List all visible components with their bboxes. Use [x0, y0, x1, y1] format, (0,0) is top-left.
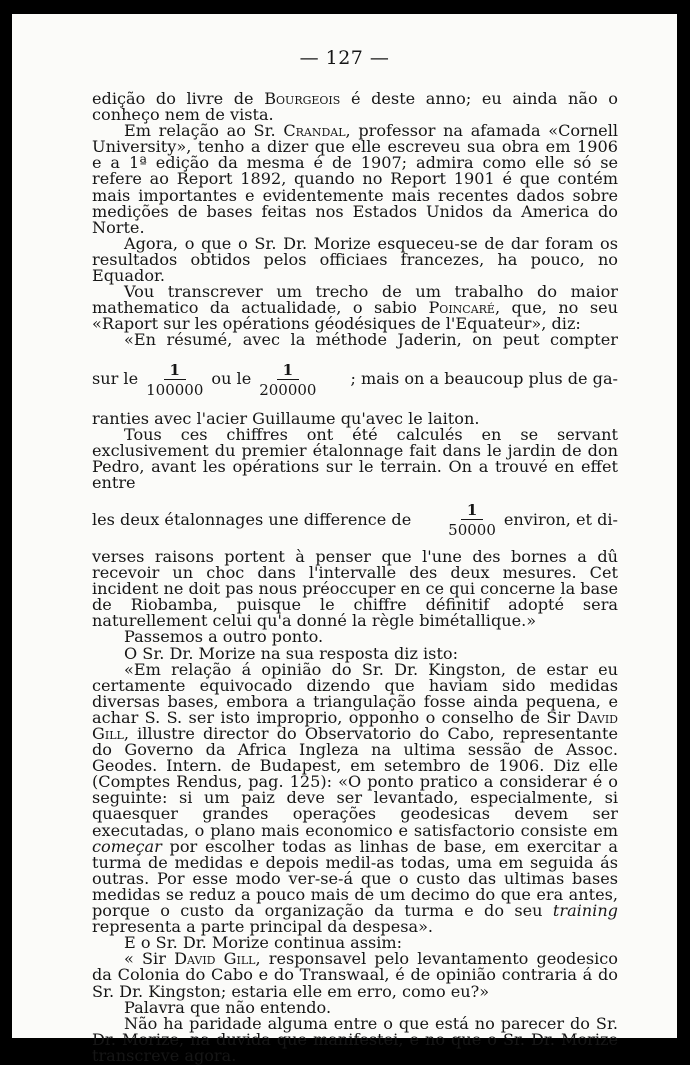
paragraph-continued-end: conheço nem de vista.: [92, 105, 274, 125]
paragraph-continued: edição do livre de Bourgeois é deste anno; eu ainda não o: [92, 89, 618, 108]
fraction-1-100000: $\frac{1}{100000}$: [146, 360, 204, 399]
quote-paragraph: verses raisons portent à penser que l'une des bornes a dû recevoir un choc dans l'intervalle des deux mesures. Cet incident ne doit pas nous préoccuper en ce qui concerne la base de Riobamba, puisque le chiffre définitif adopté sera naturellement celui qu'a donné la règle bimétallique.»: [92, 546, 618, 631]
fraction-1-200000: $\frac{1}{200000}$: [259, 360, 317, 399]
author-name: Poincaré: [428, 298, 495, 318]
page-number: — 127 —: [299, 47, 390, 69]
italic-word: training: [552, 901, 618, 921]
author-name: Bourgeois: [264, 89, 341, 108]
book-page: [12, 14, 677, 1065]
quote-line: ranties avec l'acier Guillaume qu'avec le laiton.: [92, 408, 480, 428]
fraction-line: sur le $\frac{1}{100000}$ ou le $\frac{1}{200000}$ ; mais on a beaucoup plus de ga-: [92, 360, 618, 399]
paragraph-quote-gill: « Sir David Gill, responsavel pelo levantamento geodesico da Colonia do Cabo e do Transwaal, é de opinião contraria á do Sr. Dr. Kingston; estaria elle em erro, como eu?»: [92, 949, 618, 1001]
author-name: David Gill: [92, 707, 618, 743]
paragraph: Passemos a outro ponto.: [124, 627, 324, 647]
paragraph: O Sr. Dr. Morize na sua resposta diz isto:: [124, 643, 459, 663]
author-name: David Gill: [174, 949, 256, 969]
fraction-line: les deux étalonnages une difference de $\frac{1}{50000}$ environ, et di-: [92, 500, 618, 539]
paragraph-crandal: Em relação ao Sr. Crandal, professor na afamada «Cornell University», tenho a dizer que elle escreveu sua obra em 1906 e a 1ª edição da mesma é de 1907; admira como elle só se refere ao Report 1892, quando no Report 1901 é que contém mais importantes e evidentemente mais recentes dados sobre medições de bases feitas nos Estados Unidos da America do Norte.: [92, 121, 618, 237]
paragraph: Palavra que não entendo.: [124, 997, 332, 1017]
author-name: Crandal: [283, 121, 346, 141]
fraction-1-50000: $\frac{1}{50000}$: [448, 500, 496, 539]
page-body: [92, 91, 618, 1064]
italic-word: começar: [92, 836, 162, 856]
paragraph-david-gill: «Em relação á opinião do Sr. Dr. Kingston, de estar eu certamente equivocado dizendo que haviam sido medidas diversas bases, embora a triangulação fosse ainda pequena, e achar S. S. ser isto improprio, opponho o conselho de Sir David Gill, illustre director do Observatorio do Cabo, representante do Governo da Africa Ingleza na ultima sessão de Assoc. Geodes. Intern. de Budapest, em setembro de 1906. Diz elle (Comptes Rendus, pag. 125): «O ponto pratico a considerar é o seguinte: si um paiz deve ser levantado, especialmente, si quaesquer grandes operações geodesicas devem ser executadas, o plano mais economico e satisfactorio consiste em começar por escolher todas as linhas de base, em exercitar a turma de medidas e depois medil-as todas, uma em seguida ás outras. Por esse modo ver-se-á que o custo das ultimas bases medidas se reduz a pouco mais de um decimo do que era antes, porque o custo da organização da turma e do seu training representa a parte principal da despesa».: [92, 659, 618, 937]
quote-paragraph: Tous ces chiffres ont été calculés en se servant exclusivement du premier étalonnage fait dans le jardin de don Pedro, avant les opérations sur le terrain. On a trouvé en effet entre: [92, 424, 618, 492]
paragraph: E o Sr. Dr. Morize continua assim:: [124, 933, 403, 953]
paragraph-poincare: Vou transcrever um trecho de um trabalho do maior mathematico da actualidade, o sabio Poincaré, que, no seu «Raport sur les opérations géodésiques de l'Equateur», diz:: [92, 282, 618, 334]
paragraph-equador: Agora, o que o Sr. Dr. Morize esqueceu-se de dar foram os resultados obtidos pelos officiaes francezes, ha pouco, no Equador.: [92, 233, 618, 286]
paragraph: Não ha paridade alguma entre o que está no parecer do Sr. Dr. Morize, na duvida que manifestei, e no que o Sr. Dr. Morize transcreve agora.: [92, 1013, 618, 1065]
quote-line: «En résumé, avec la méthode Jaderin, on peut compter: [124, 330, 618, 350]
